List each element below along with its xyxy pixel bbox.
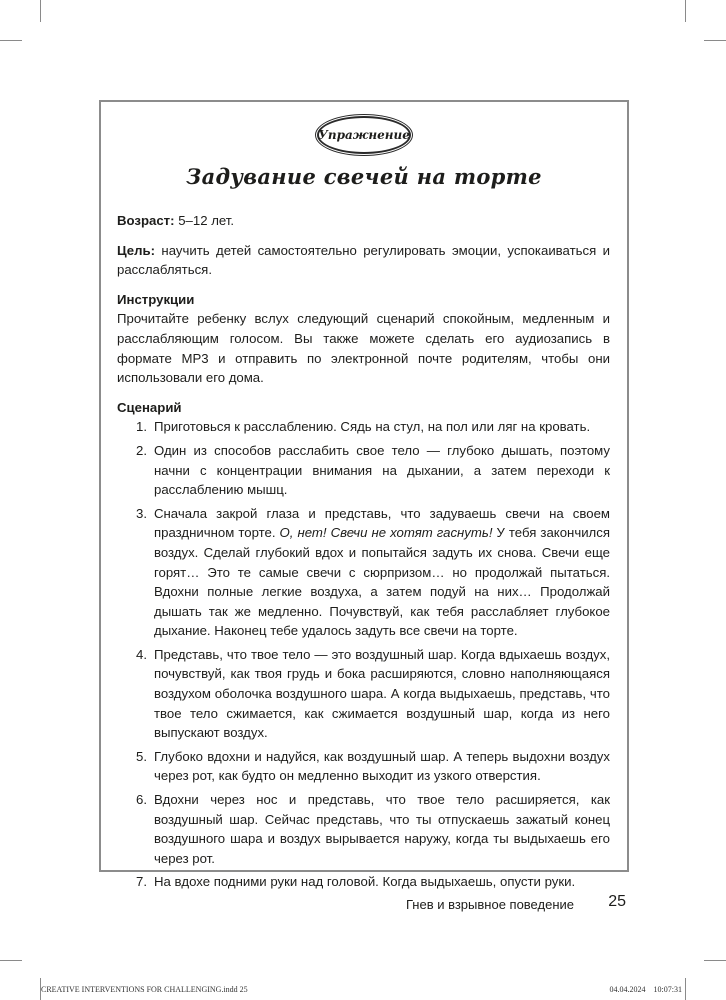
crop-mark bbox=[0, 40, 22, 41]
item-text: Глубоко вдохни и надуйся, как воздушный шар. А теперь выдохни воздух через рот, как будто он медленно выходит из узкого отверстия. bbox=[154, 748, 610, 784]
list-item bbox=[117, 790, 610, 868]
list-item bbox=[117, 747, 610, 786]
instructions-heading: Инструкции bbox=[117, 291, 195, 307]
item-text-emphasis: О, нет! Свечи не хотят гаснуть! bbox=[279, 525, 493, 541]
crop-mark bbox=[0, 960, 22, 961]
scenario-heading: Сценарий bbox=[117, 399, 182, 415]
crop-mark bbox=[704, 40, 726, 41]
list-item bbox=[117, 417, 610, 437]
item-number: 2. bbox=[136, 442, 147, 458]
print-slug-date: 04.04.2024 10:07:31 bbox=[609, 985, 682, 994]
item-text-part: У тебя закончился воздух. Сделай глубокий вдох и попытайся задуть их снова. Свечи еще горят… Это те самые свечи с сюрпризом… но продолжай пытаться. Вдохни полные легкие воздуха, а затем подуй на них… Продолжай дышать так же медленно. Почувствуй, как тебя расслабляет глубокое дыхание. Наконец тебе удалось задуть все свечи на торте. bbox=[154, 525, 610, 639]
crop-mark bbox=[685, 0, 686, 22]
crop-mark bbox=[685, 978, 686, 1000]
goal-value: научить детей самостоятельно регулировать эмоции, успокаиваться и расслабляться. bbox=[117, 242, 610, 278]
age-label: Возраст: bbox=[117, 213, 175, 228]
age-value: 5–12 лет. bbox=[174, 213, 235, 228]
item-text: Один из способов расслабить свое тело — глубоко дышать, поэтому начни с концентрации внимания на дыхании, а затем переходи к расслаблению мышц. bbox=[154, 442, 610, 498]
list-item bbox=[117, 872, 610, 892]
item-text: На вдохе подними руки над головой. Когда выдыхаешь, опусти руки. bbox=[154, 874, 576, 890]
item-number: 6. bbox=[136, 792, 147, 808]
item-number: 7. bbox=[136, 874, 147, 890]
crop-mark bbox=[704, 960, 726, 961]
item-text: Приготовься к расслаблению. Сядь на стул, на пол или ляг на кровать. bbox=[154, 419, 591, 435]
exercise-title: Задувание свечей на торте bbox=[186, 164, 542, 189]
goal-paragraph bbox=[117, 241, 610, 280]
exercise-content bbox=[117, 211, 610, 896]
exercise-box bbox=[99, 100, 629, 890]
badge-label: Упражнение bbox=[318, 128, 410, 142]
item-text bbox=[154, 504, 610, 641]
running-footer: Гнев и взрывное поведение bbox=[405, 897, 574, 912]
exercise-badge bbox=[317, 116, 411, 154]
item-text: Вдохни через нос и представь, что твое тело расширяется, как воздушный шар. Сейчас представь, что ты отпускаешь зажатый конец воздушного шара и воздух вырывается наружу, когда ты выдыхаешь его через рот. bbox=[154, 792, 610, 866]
scenario-list bbox=[117, 417, 610, 892]
age-paragraph bbox=[117, 211, 610, 231]
item-number: 1. bbox=[136, 419, 147, 435]
list-item bbox=[117, 504, 610, 641]
badge-wrap bbox=[101, 116, 627, 154]
item-number: 4. bbox=[136, 646, 147, 662]
list-item bbox=[117, 441, 610, 500]
item-number: 3. bbox=[136, 505, 147, 521]
instructions-text: Прочитайте ребенку вслух следующий сценарий спокойным, медленным и расслабляющим голосом. Вы также можете сделать его аудиозапись в формате MP3 и отправить по электронной почте родителям, чтобы они использовали его дома. bbox=[117, 311, 610, 386]
item-text: Представь, что твое тело — это воздушный шар. Когда вдыхаешь воздух, почувствуй, как твоя грудь и бока расширяются, словно наполняющаяся воздухом оболочка воздушного шара. А когда выдыхаешь, представь, что твое тело сжимается, как сжимается воздушный шар, когда из него выпускают воздух. bbox=[154, 646, 610, 741]
item-number: 5. bbox=[136, 748, 147, 764]
goal-label: Цель: bbox=[117, 242, 156, 258]
crop-mark bbox=[40, 0, 41, 22]
page-number: 25 bbox=[608, 893, 626, 910]
item-text-part: Сначала закрой глаза и представь, что задуваешь свечи на своем праздничном торте. bbox=[154, 505, 610, 541]
print-slug-file: CREATIVE INTERVENTIONS FOR CHALLENGING.indd 25 bbox=[41, 985, 248, 994]
list-item bbox=[117, 645, 610, 743]
